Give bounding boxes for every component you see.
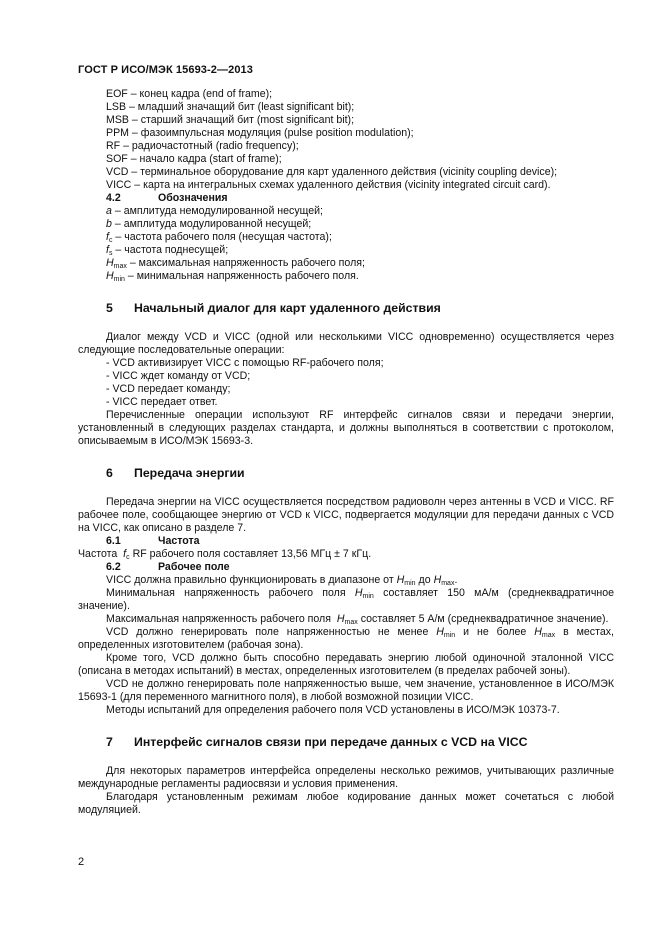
- section-4-2-heading: [78, 192, 614, 205]
- page-content: [78, 88, 614, 817]
- section-5-intro: Диалог между VCD и VICC (одной или несколькими VICC одновременно) осуществляется через следующие последовательные операции:: [78, 331, 614, 356]
- max-field-paragraph: Максимальная напряженность рабочего поля $H_{max}$ составляет 5 А/м (среднеквадратичное значение).: [106, 613, 609, 626]
- section-number: 6.1: [106, 535, 121, 547]
- abbreviation-list: [78, 88, 614, 192]
- section-5-outro: Перечисленные операции используют RF интерфейс сигналов связи и передачи энергии, установленный в следующих разделах стандарта, и должны выполняться в соответствии с протоколом, описываемым в ИСО/МЭК 15693-3.: [78, 409, 614, 447]
- section-6-2-heading: [78, 561, 614, 574]
- section-number: 5: [106, 301, 113, 315]
- section-number: 4.2: [106, 192, 121, 204]
- vcd-field-paragraph: VCD должно генерировать поле напряженностью не менее $H_{min}$ и не более $H_{max}$ в местах, определенных изготовителем (рабочая зона).: [78, 626, 614, 651]
- field-range-paragraph: VICC должна правильно функционировать в диапазоне от $H_{min}$ до $H_{max}$.: [106, 574, 458, 587]
- section-6-intro: Передача энергии на VICC осуществляется посредством радиоволн через антенны в VCD и VICC. RF рабочее поле, сообщающее энергию от VCD к VICC, подвергается модуляции для передачи данных с VCD на VICC, как описано в разделе 7.: [78, 496, 614, 534]
- section-6-heading: [78, 465, 614, 481]
- symbol-a: a – амплитуда немодулированной несущей;: [106, 205, 323, 217]
- min-field-paragraph: Минимальная напряженность рабочего поля $H_{min}$ составляет 150 мА/м (среднеквадратичное значение).: [78, 587, 614, 612]
- section-title: Рабочее поле: [158, 561, 230, 573]
- section-7-paragraph-2: Благодаря установленным режимам любое кодирование данных может сочетаться с любой модуляцией.: [78, 791, 614, 816]
- symbol-hmax: $H_{max}$ – максимальная напряженность рабочего поля;: [106, 257, 365, 270]
- abbrev-rf: RF – радиочастотный (radio frequency);: [106, 140, 299, 152]
- abbrev-vicc: VICC – карта на интегральных схемах удаленного действия (vicinity integrated circuit card).: [106, 179, 551, 191]
- section-7-heading: [78, 734, 614, 750]
- section-number: 7: [106, 735, 113, 749]
- energy-transfer-paragraph: Кроме того, VCD должно быть способно передавать энергию любой одиночной эталонной VICC (описана в методах испытаний) в местах, определенных изготовителем (в пределах рабочей зоны).: [78, 652, 614, 677]
- abbrev-sof: SOF – начало кадра (start of frame);: [106, 153, 282, 165]
- symbol-b: b – амплитуда модулированной несущей;: [106, 218, 312, 230]
- abbrev-eof: EOF – конец кадра (end of frame);: [106, 88, 273, 100]
- operation-item: - VICC ждет команду от VCD;: [106, 370, 251, 382]
- section-number: 6.2: [106, 561, 121, 573]
- symbol-fs: $f_s$ – частота поднесущей;: [106, 244, 229, 257]
- frequency-statement: Частота $f_c$ RF рабочего поля составляет 13,56 МГц ± 7 кГц.: [78, 548, 372, 561]
- section-title: Передача энергии: [134, 466, 245, 480]
- section-number: 6: [106, 466, 113, 480]
- document-header: ГОСТ Р ИСО/МЭК 15693-2—2013: [78, 64, 253, 76]
- section-title: Интерфейс сигналов связи при передаче данных с VCD на VICC: [134, 735, 528, 749]
- section-5-heading: [78, 300, 614, 316]
- operation-item: - VCD передает команду;: [106, 383, 231, 395]
- test-methods-paragraph: Методы испытаний для определения рабочего поля VCD установлены в ИСО/МЭК 10373-7.: [106, 704, 560, 716]
- section-title: Обозначения: [158, 192, 228, 204]
- section-7-paragraph-1: Для некоторых параметров интерфейса определены несколько режимов, учитывающих различные международные регламенты радиосвязи и условия применения.: [78, 765, 614, 790]
- operation-item: - VCD активизирует VICC с помощью RF-рабочего поля;: [106, 357, 384, 369]
- abbrev-msb: MSB – старший значащий бит (most significant bit);: [106, 114, 355, 126]
- page-number: 2: [78, 856, 85, 868]
- operation-item: - VICC передает ответ.: [106, 396, 218, 408]
- abbrev-lsb: LSB – младший значащий бит (least significant bit);: [106, 101, 355, 113]
- symbol-hmin: $H_{min}$ – минимальная напряженность рабочего поля.: [106, 270, 359, 283]
- field-limit-paragraph: VCD не должно генерировать поле напряженностью выше, чем значение, установленное в ИСО/МЭК 15693-1 (для переменного магнитного поля), в любой возможной позиции VICC.: [78, 678, 614, 703]
- symbol-list: [78, 205, 614, 283]
- symbol-fc: $f_c$ – частота рабочего поля (несущая частота);: [106, 231, 332, 244]
- section-title: Начальный диалог для карт удаленного действия: [134, 301, 441, 315]
- abbrev-ppm: PPM – фазоимпульсная модуляция (pulse position modulation);: [106, 127, 414, 139]
- section-6-1-heading: [78, 535, 614, 548]
- section-title: Частота: [158, 535, 200, 547]
- abbrev-vcd: VCD – терминальное оборудование для карт удаленного действия (vicinity coupling device);: [106, 166, 558, 178]
